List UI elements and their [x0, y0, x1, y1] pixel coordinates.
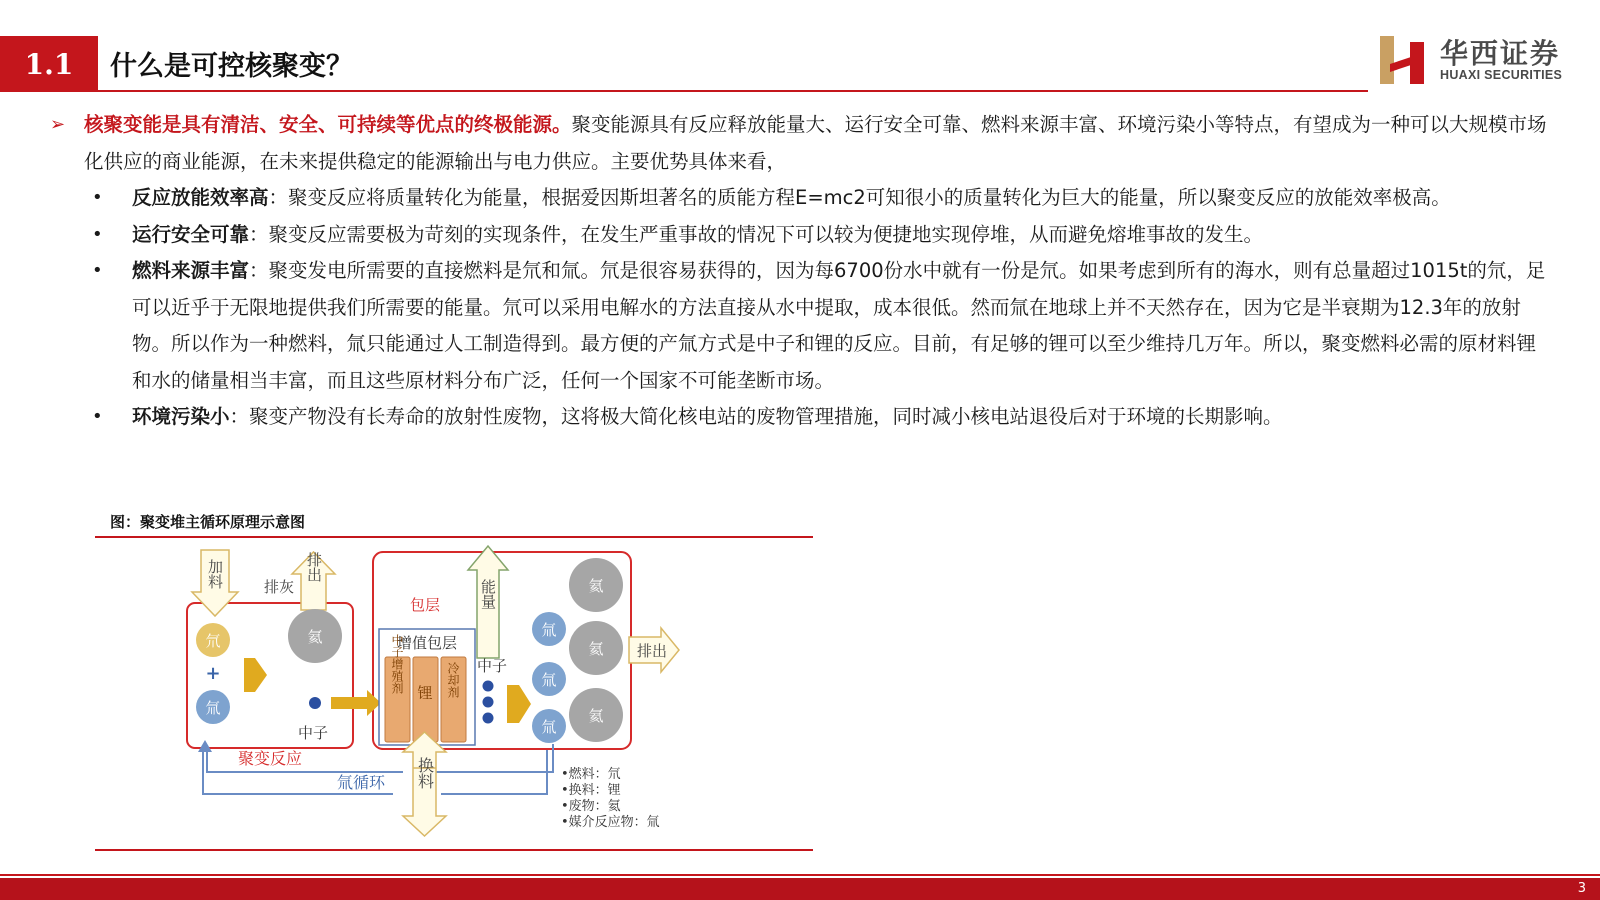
tritium-label: 氚: [541, 621, 557, 639]
fusion-reaction-label: 聚变反应: [237, 749, 303, 768]
lead-text: 聚变能源具有反应释放能量大、运行安全可靠、燃料来源丰富、环境污染小等特点，有望成为一种可以大规模市场化供应的商业能源，在未来提供稳定的能源输出与电力供应。主要优势具体来看，: [84, 113, 1547, 173]
bullet-text: ：聚变反应需要极为苛刻的实现条件，在发生严重事故的情况下可以较为便捷地实现停堆，从而避免熔堆事故的发生。: [249, 222, 1264, 246]
legend-item: •换料：锂: [561, 783, 621, 798]
brand-logo: [1380, 32, 1590, 87]
helium-label: 氦: [588, 640, 604, 658]
blanket-label: 包层: [409, 596, 441, 614]
tritium-label: 氚: [205, 699, 221, 717]
feed-label: 加料: [206, 559, 224, 589]
page-title: 什么是可控核聚变？: [110, 51, 353, 82]
tritium-label: 氚: [541, 718, 557, 736]
section-number: 1.1: [0, 36, 98, 92]
main-content: [44, 107, 1554, 436]
bullet-text: ：聚变反应将质量转化为能量，根据爱因斯坦著名的质能方程E=mc2可知很小的质量转化为巨大的能量，所以聚变反应的放能效率极高。: [268, 186, 1451, 209]
neutron-label-2: 中子: [476, 657, 508, 675]
neutron-dot: [309, 697, 321, 709]
coolant-label: 冷却剂: [446, 662, 460, 698]
bullet-key: 燃料来源丰富: [132, 259, 250, 282]
footer-rule: [0, 874, 1600, 876]
footer-bar: [0, 878, 1600, 900]
plus-sign: +: [205, 663, 221, 684]
exhaust-label-2: 排出: [636, 642, 668, 660]
helium-label: 氦: [588, 577, 604, 595]
neutron-dot: [483, 681, 494, 692]
lead-paragraph: [44, 107, 1554, 180]
list-item: [44, 253, 1554, 399]
list-item: [44, 399, 1554, 436]
tritium-label: 氚: [541, 671, 557, 689]
figure-caption: 图：聚变堆主循环原理示意图: [110, 513, 306, 531]
bullet-dot-icon: •: [92, 260, 103, 281]
list-item: [44, 180, 1554, 217]
lead-key-phrase: 核聚变能是具有清洁、安全、可持续等优点的终极能源。: [84, 113, 572, 136]
list-item: [44, 217, 1554, 254]
figure-bottom-rule: [95, 849, 813, 851]
bullet-dot-icon: •: [92, 406, 103, 427]
helium-label: 氦: [588, 707, 604, 725]
bullet-text: ：聚变发电所需要的直接燃料是氘和氚。氘是很容易获得的，因为每6700份水中就有一份是氘。如果考虑到所有的海水，则有总量超过1015t的氘，足可以近乎于无限地提供我们所需要的能量。氘可以采用电解水的方法直接从水中提取，成本很低。然而氚在地球上并不天然存在，因为它是半衰期为12.3年的放射物。所以作为一种燃料，氚只能通过人工制造得到。最方便的产氚方式是中子和锂的反应。目前，有足够的锂可以至少维持几万年。所以，聚变燃料必需的原材料锂和水的储量相当丰富，而且这些原材料分布广泛，任何一个国家不可能垄断市场。: [132, 259, 1546, 392]
tritium-cycle-label: 氚循环: [336, 773, 386, 792]
logo-english-name: HUAXI SECURITIES: [1440, 68, 1563, 82]
ash-label: 排灰: [263, 578, 295, 596]
bullet-key: 反应放能效率高: [132, 186, 269, 209]
arrow-bullet-icon: ➢: [50, 114, 66, 135]
bullet-key: 环境污染小: [132, 405, 230, 428]
page-number: 3: [1577, 881, 1586, 896]
lithium-label: 锂: [417, 684, 433, 702]
neutron-dot: [483, 697, 494, 708]
helium-label: 氦: [307, 628, 323, 646]
bullet-dot-icon: •: [92, 223, 103, 245]
neutron-label: 中子: [297, 724, 329, 742]
huaxi-logo-icon: [1380, 36, 1426, 84]
bullet-text: ：聚变产物没有长寿命的放射性废物，这将极大简化核电站的废物管理措施，同时减小核电站退役后对于环境的长期影响。: [229, 405, 1283, 428]
logo-chinese-name: 华西证券: [1440, 37, 1561, 70]
breeding-blanket-label: 增值包层: [396, 634, 458, 652]
title-divider: [98, 90, 1368, 92]
tritium-cycle-path: [207, 748, 403, 772]
fusion-cycle-diagram: [95, 540, 813, 848]
bullet-key: 运行安全可靠: [132, 222, 250, 246]
exhaust-label-1: 排出: [305, 552, 323, 582]
figure-top-rule: [95, 536, 813, 538]
neutron-multiplier-label: 中子增殖剂: [390, 634, 404, 694]
advantage-list: [44, 180, 1554, 436]
refuel-label: 换料: [415, 757, 435, 789]
energy-label: 能量: [479, 579, 497, 609]
deuterium-label: 氘: [205, 632, 221, 650]
legend-item: •废物：氦: [561, 799, 621, 814]
legend-item: •媒介反应物：氚: [561, 815, 660, 830]
bullet-dot-icon: •: [92, 187, 103, 208]
neutron-dot: [483, 713, 494, 724]
legend-item: •燃料：氘: [561, 767, 621, 782]
